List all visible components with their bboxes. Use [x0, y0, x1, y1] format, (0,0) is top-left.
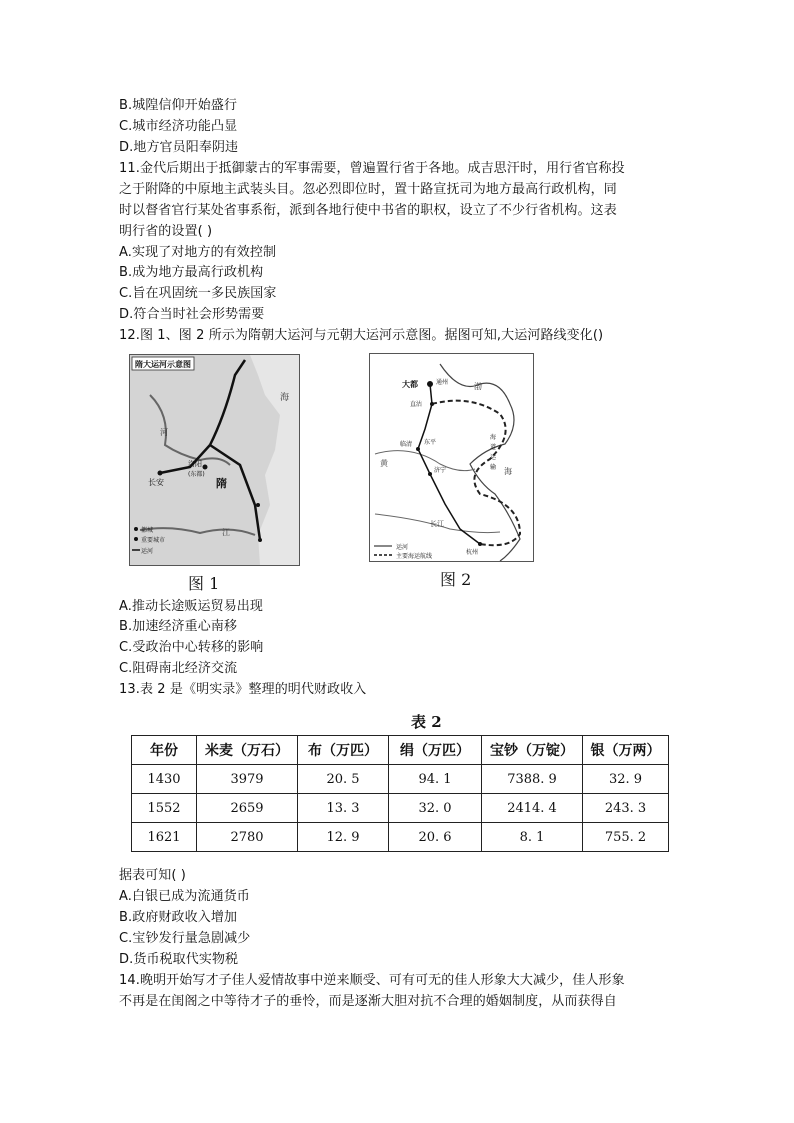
map2-city-tongzhou: 通州: [436, 379, 449, 386]
q11-option-d: D.符合当时社会形势需要: [119, 307, 265, 322]
table-header-silver: 银（万两）: [583, 736, 669, 765]
map1-city-luoyang-note: (东都): [188, 471, 205, 478]
map1-country-label: 隋: [216, 477, 227, 490]
q11-stem-line-4: 明行省的设置( ): [119, 224, 213, 239]
map2-sea-label: 海: [504, 467, 512, 476]
table-row: [132, 794, 669, 823]
fiscal-income-table: [131, 735, 669, 852]
q13-option-b: B.政府财政收入增加: [119, 910, 238, 925]
table-cell: 7388. 9: [482, 765, 583, 794]
map2-sea-route-char-4: 输: [490, 464, 497, 471]
map-sui-grand-canal: [129, 354, 300, 566]
table-cell: 1552: [132, 794, 197, 823]
q11-stem-line-2: 之于附降的中原地主武装头目。忽必烈即位时，置十路宣抚司为地方最高行政机构，同: [119, 182, 617, 197]
table-header-paper-money: 宝钞（万锭）: [482, 736, 583, 765]
q12-option-d: C.阻碍南北经济交流: [119, 661, 238, 676]
q12-option-c: C.受政治中心转移的影响: [119, 640, 264, 655]
q11-option-b: B.成为地方最高行政机构: [119, 265, 264, 280]
map2-legend-sea-route: 主要海运航线: [396, 553, 433, 560]
map2-city-hangzhou: 杭州: [466, 549, 479, 556]
table-header-row: [132, 736, 669, 765]
q13-stem: 13.表 2 是《明实录》整理的明代财政收入: [119, 682, 367, 697]
map2-city-jining: 济宁: [434, 467, 447, 474]
q12-option-a: A.推动长途贩运贸易出现: [119, 599, 263, 614]
table-2-title: 表 2: [411, 713, 442, 731]
table-cell: 13. 3: [298, 794, 389, 823]
table-cell: 243. 3: [583, 794, 669, 823]
table-cell: 32. 9: [583, 765, 669, 794]
q13-option-c: C.宝钞发行量急剧减少: [119, 931, 251, 946]
map2-city-dongping: 东平: [424, 439, 437, 446]
map1-city-luoyang: 洛阳: [188, 460, 202, 468]
q12-stem: 12.图 1、图 2 所示为隋朝大运河与元朝大运河示意图。据图可知,大运河路线变化(): [119, 328, 604, 343]
map-yuan-grand-canal: [369, 353, 534, 562]
map1-jiang-label: 江: [222, 528, 230, 537]
table-row: [132, 823, 669, 852]
table-cell: 3979: [197, 765, 298, 794]
map2-sea-route-char-2: 道: [490, 444, 497, 451]
map2-city-zhigu: 直沽: [410, 401, 423, 408]
q10-option-b: B.城隍信仰开始盛行: [119, 98, 238, 113]
map1-legend-city: 重要城市: [141, 537, 166, 544]
map1-sea-label: 海: [280, 393, 290, 403]
q14-stem-line-1: 14.晚明开始写才子佳人爱情故事中逆来顺受、可有可无的佳人形象大大减少，佳人形象: [119, 973, 625, 988]
table-header-year: 年份: [132, 736, 197, 765]
map2-bohai-label: 渤: [474, 382, 482, 391]
map1-title: 隋大运河示意图: [135, 360, 191, 369]
map1-legend-canal: 运河: [141, 548, 154, 555]
table-cell: 8. 1: [482, 823, 583, 852]
map2-city-linqing: 临清: [400, 441, 413, 448]
q12-option-b: B.加速经济重心南移: [119, 619, 238, 634]
map2-river-label: 黄: [380, 459, 388, 468]
table-cell: 20. 6: [389, 823, 482, 852]
table-header-grain: 米麦（万石）: [197, 736, 298, 765]
map1-city-changan: 长安: [148, 478, 164, 487]
map2-city-dadu: 大都: [402, 380, 418, 389]
q13-option-a: A.白银已成为流通货币: [119, 889, 250, 904]
map1-river-label: 河: [160, 428, 168, 437]
q11-stem-line-1: 11.金代后期出于抵御蒙古的军事需要，曾遍置行省于各地。成吉思汗时，用行省官称投: [119, 161, 625, 176]
map2-sea-route-char-1: 海: [490, 434, 497, 441]
table-cell: 1430: [132, 765, 197, 794]
q13-option-d: D.货币税取代实物税: [119, 952, 239, 967]
table-cell: 2659: [197, 794, 298, 823]
q13-conclusion: 据表可知( ): [119, 868, 186, 883]
map2-sea-route-char-3: 运: [490, 454, 497, 461]
table-cell: 94. 1: [389, 765, 482, 794]
table-cell: 12. 9: [298, 823, 389, 852]
map2-legend-canal: 运河: [396, 544, 409, 551]
q11-option-a: A.实现了对地方的有效控制: [119, 245, 277, 260]
figure-1-caption: 图 1: [188, 574, 220, 593]
q10-option-c: C.城市经济功能凸显: [119, 119, 238, 134]
table-header-cloth: 布（万匹）: [298, 736, 389, 765]
q14-stem-line-2: 不再是在闺阁之中等待才子的垂怜，而是逐渐大胆对抗不合理的婚姻制度，从而获得自: [119, 994, 617, 1009]
figure-2-caption: 图 2: [440, 570, 472, 589]
q11-option-c: C.旨在巩固统一多民族国家: [119, 286, 277, 301]
q11-stem-line-3: 时以督省官行某处省事系衔，派到各地行使中书省的职权，设立了不少行省机构。这表: [119, 203, 617, 218]
table-cell: 20. 5: [298, 765, 389, 794]
table-cell: 755. 2: [583, 823, 669, 852]
q10-option-d: D.地方官员阳奉阴违: [119, 140, 239, 155]
table-cell: 2414. 4: [482, 794, 583, 823]
table-row: [132, 765, 669, 794]
table-cell: 32. 0: [389, 794, 482, 823]
map2-jiang-label: 长江: [430, 520, 444, 528]
table-cell: 2780: [197, 823, 298, 852]
table-cell: 1621: [132, 823, 197, 852]
table-header-silk: 绢（万匹）: [389, 736, 482, 765]
map1-legend-capital: 都城: [141, 527, 154, 534]
